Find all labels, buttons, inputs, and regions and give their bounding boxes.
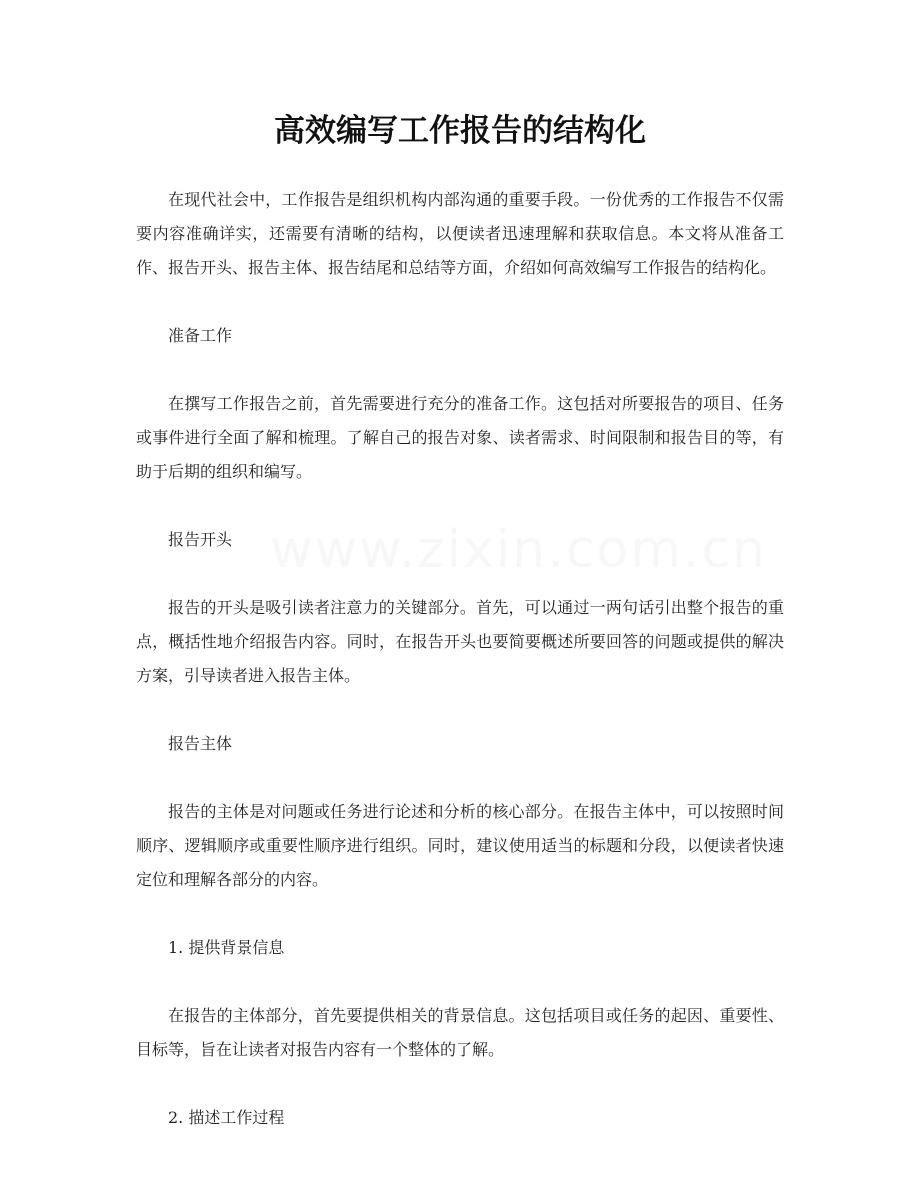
body-paragraph: 在报告的主体部分，首先要提供相关的背景信息。这包括项目或任务的起因、重要性、目标等，旨在让读者对报告内容有一个整体的了解。 — [136, 1006, 784, 1059]
body-paragraph: 在现代社会中，工作报告是组织机构内部沟通的重要手段。一份优秀的工作报告不仅需要内容准确详实，还需要有清晰的结构，以便读者迅速理解和获取信息。本文将从准备工作、报告开头、报告主体、报告结尾和总结等方面，介绍如何高效编写工作报告的结构化。 — [136, 190, 784, 277]
block-spacer — [136, 353, 784, 387]
block-spacer — [136, 557, 784, 591]
block-spacer — [136, 897, 784, 931]
body-paragraph: 在撰写工作报告之前，首先需要进行充分的准备工作。这包括对所要报告的项目、任务或事件进行全面了解和梳理。了解自己的报告对象、读者需求、时间限制和报告目的等，有助于后期的组织和编写。 — [136, 394, 784, 481]
section-heading: 准备工作 — [168, 326, 233, 345]
section-heading: 1. 提供背景信息 — [168, 938, 285, 957]
section-heading: 报告开头 — [168, 530, 233, 549]
block-spacer — [136, 693, 784, 727]
body-paragraph: 报告的开头是吸引读者注意力的关键部分。首先，可以通过一两句话引出整个报告的重点，概括性地介绍报告内容。同时，在报告开头也要简要概述所要回答的问题或提供的解决方案，引导读者进入报告主体。 — [136, 598, 784, 685]
body-paragraph: 报告的主体是对问题或任务进行论述和分析的核心部分。在报告主体中，可以按照时间顺序、逻辑顺序或重要性顺序进行组织。同时，建议使用适当的标题和分段，以便读者快速定位和理解各部分的内容。 — [136, 802, 784, 889]
block-spacer — [136, 1067, 784, 1101]
document-title: 高效编写工作报告的结构化 — [274, 113, 646, 149]
block-spacer — [136, 489, 784, 523]
block-spacer — [136, 965, 784, 999]
watermark-text: www.zixin.com.cn — [270, 520, 767, 580]
block-spacer — [136, 761, 784, 795]
section-heading: 2. 描述工作过程 — [168, 1108, 285, 1127]
section-heading: 报告主体 — [168, 734, 233, 753]
block-spacer — [136, 285, 784, 319]
document-body — [136, 183, 784, 1135]
